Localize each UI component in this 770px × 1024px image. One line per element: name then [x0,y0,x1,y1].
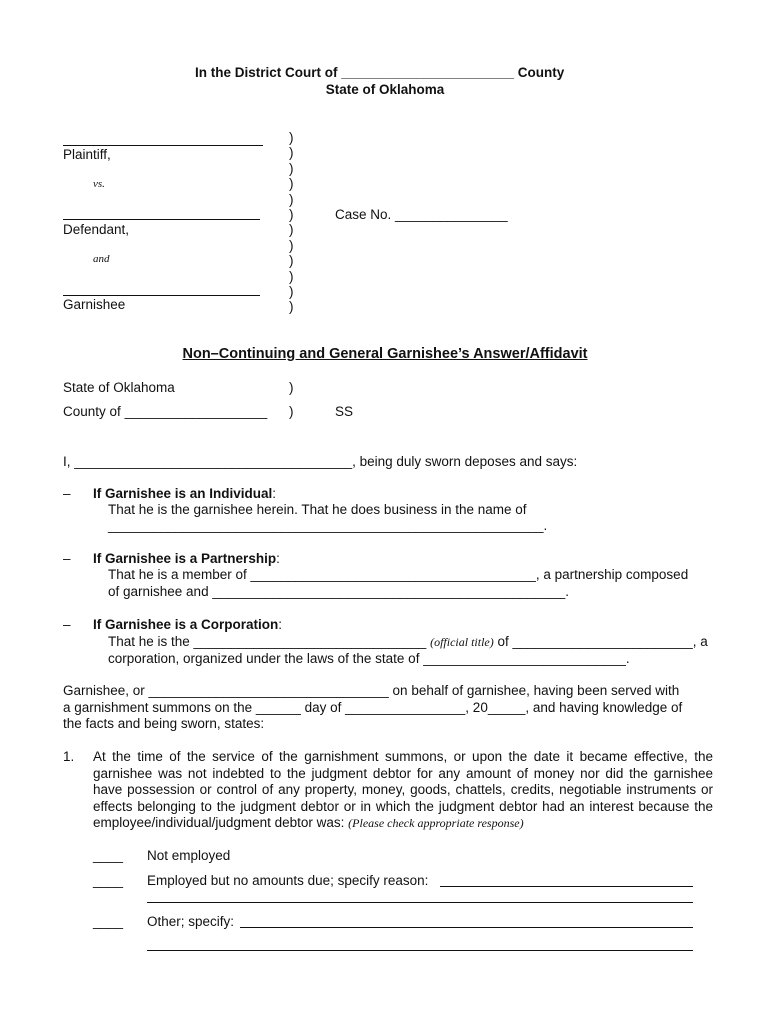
other-label: Other; specify: [147,914,235,929]
court-county-blank[interactable]: _______________________ [341,65,514,80]
paren-mark: ) [289,206,294,222]
court-line [195,65,564,80]
paren-mark: ) [289,160,294,176]
corporation-name-blank[interactable]: of ________________________, a [497,634,708,649]
employed-no-amount-label: Employed but no amounts due; specify reason: [147,873,429,888]
individual-colon: : [272,486,277,501]
defendant-label: Defendant, [63,222,130,237]
item1-text [93,749,713,832]
individual-line1: That he is the garnishee herein. That he does business in the name of [108,502,527,517]
individual-heading-line [93,486,276,501]
plaintiff-name-line[interactable] [63,145,263,146]
paren-mark: ) [289,191,294,207]
partnership-colon: : [276,551,280,566]
served-line1[interactable]: Garnishee, or ________________________________ on behalf of garnishee, having been served with [63,683,680,698]
oath-suffix: , being duly sworn deposes and says: [352,454,578,469]
paren-mark: ) [289,176,294,192]
other-specify-line-2[interactable] [147,950,693,951]
not-employed-label: Not employed [147,848,231,863]
caption-paren-column [289,130,299,315]
individual-business-name-blank[interactable]: __________________________________________________________. [108,518,548,533]
defendant-name-line[interactable] [63,219,260,220]
dash-individual: – [63,486,71,501]
court-line-prefix: In the District Court of [195,65,338,80]
court-line-suffix: County [517,65,565,80]
corporation-line2[interactable]: corporation, organized under the laws of the state of ___________________________. [108,651,630,666]
venue-state-label: State of Oklahoma [63,380,175,395]
case-no-label: Case No. [335,207,392,222]
case-number [335,207,508,222]
garnishee-label: Garnishee [63,297,126,312]
oath-line [63,454,577,469]
garnishee-name-line[interactable] [63,295,260,296]
corporation-colon: : [278,617,283,632]
other-specify-line-1[interactable] [240,927,693,928]
employed-reason-line-1[interactable] [440,886,693,887]
venue-paren-1: ) [289,380,294,395]
corporation-line1 [108,634,708,650]
venue-county-label: County of [63,404,121,419]
partnership-line1[interactable]: That he is a member of ______________________________________, a partnership composed [108,567,689,582]
dash-corporation: – [63,617,71,632]
individual-heading: If Garnishee is an Individual [93,486,273,501]
item1-body: At the time of the service of the garnishment summons, or upon the date it became effective, the garnishee was not indebted to the judgment debtor for any amount of money nor did the garnishee have possession or control of any property, money, goods, chattels, credits, negotiable instruments or effects belonging to the judgment debtor or in which the judgment debtor had an interest because the employee/individual/judgment debtor was: [93,749,713,830]
paren-mark: ) [289,222,294,238]
corporation-heading: If Garnishee is a Corporation [93,617,279,632]
form-title: Non–Continuing and General Garnishee’s Answer/Affidavit [182,346,588,362]
employed-reason-line-2[interactable] [147,902,693,903]
venue-county-blank[interactable]: ___________________ [124,404,268,419]
case-no-blank[interactable]: _______________ [395,207,508,222]
paren-mark: ) [289,253,294,269]
and-label: and [93,253,110,265]
item1-number: 1. [63,749,75,764]
partnership-heading: If Garnishee is a Partnership [93,551,277,566]
employed-no-amount-checkbox[interactable]: ____ [93,873,124,888]
paren-mark: ) [289,237,294,253]
paren-mark: ) [289,299,294,315]
served-line2[interactable]: a garnishment summons on the ______ day of ________________, 20_____, and having knowledge of [63,700,683,715]
partnership-line2[interactable]: of garnishee and _______________________________________________. [108,584,569,599]
dash-partnership: – [63,551,71,566]
not-employed-checkbox[interactable]: ____ [93,848,124,863]
affiant-name-blank[interactable]: _____________________________________ [74,454,353,469]
paren-mark: ) [289,145,294,161]
official-title-note: (official title) [430,635,494,649]
plaintiff-label: Plaintiff, [63,147,111,162]
served-line3: the facts and being sworn, states: [63,716,265,731]
state-line: State of Oklahoma [325,82,445,97]
item1-check-note: (Please check appropriate response) [348,816,524,830]
venue-ss: SS [335,404,354,419]
venue-county [63,404,267,419]
corporation-title-blank[interactable]: That he is the _______________________________ [108,634,427,649]
vs-label: vs. [93,178,105,190]
paren-mark: ) [289,283,294,299]
corporation-heading-line [93,617,282,632]
other-checkbox[interactable]: ____ [93,914,124,929]
paren-mark: ) [289,268,294,284]
oath-prefix: I, [63,454,71,469]
paren-mark: ) [289,130,294,145]
venue-paren-2: ) [289,404,294,419]
partnership-heading-line [93,551,280,566]
